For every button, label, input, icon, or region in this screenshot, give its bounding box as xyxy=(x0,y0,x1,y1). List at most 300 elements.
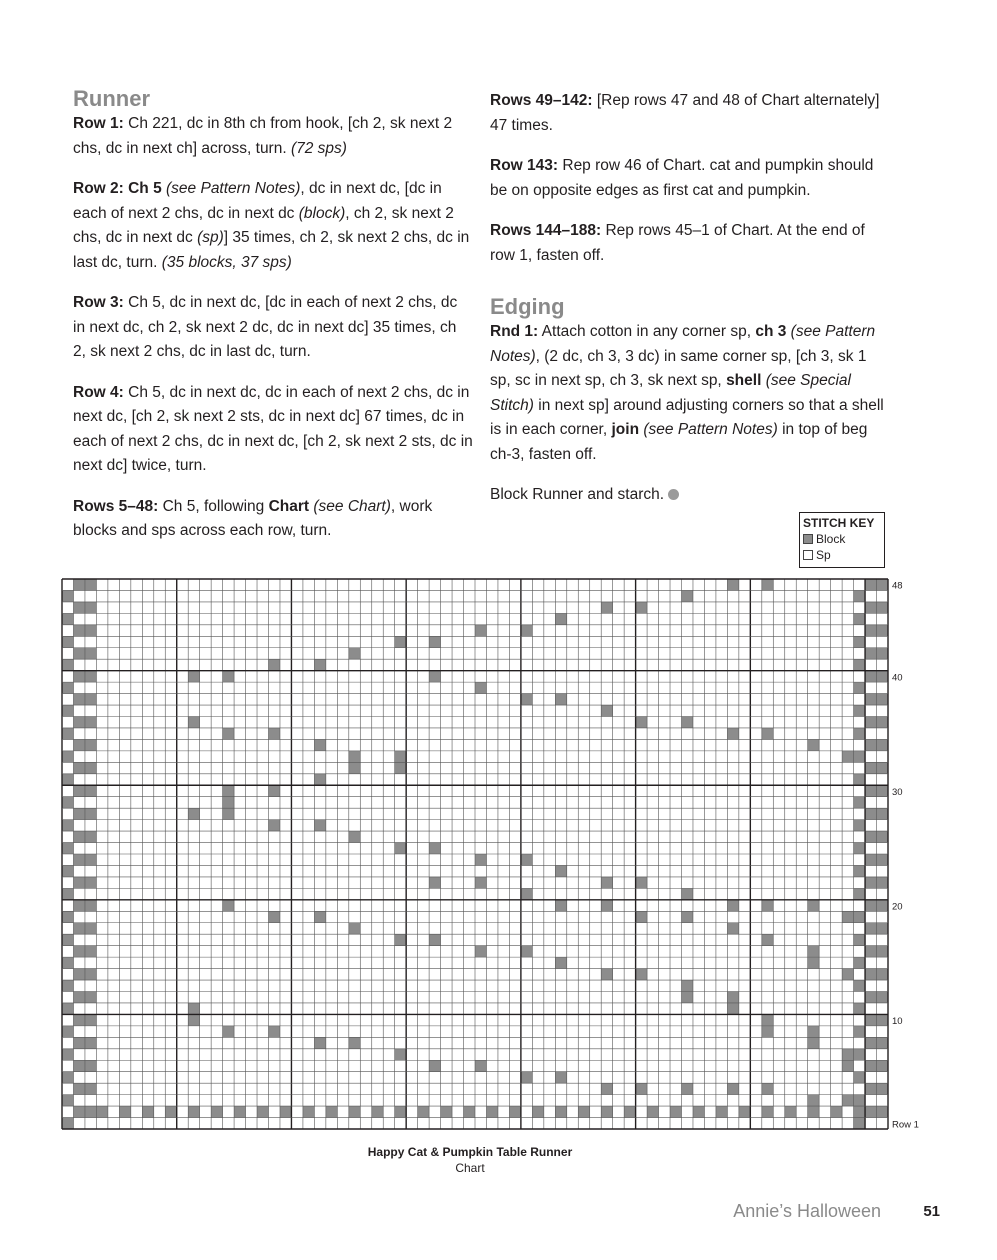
block-cell xyxy=(62,728,73,739)
block-cell xyxy=(555,1072,566,1083)
block-cell xyxy=(877,762,888,773)
block-cell xyxy=(808,1026,819,1037)
block-cell xyxy=(854,865,865,876)
block-cell xyxy=(865,694,876,705)
block-cell xyxy=(73,717,84,728)
block-cell xyxy=(73,969,84,980)
block-cell xyxy=(682,980,693,991)
text-run: Rows 5–48: xyxy=(73,497,159,515)
block-cell xyxy=(85,785,96,796)
text-run: Row 4: xyxy=(73,383,124,401)
block-cell xyxy=(877,1037,888,1048)
block-cell xyxy=(85,969,96,980)
block-cell xyxy=(62,636,73,647)
block-cell xyxy=(682,888,693,899)
block-cell xyxy=(865,671,876,682)
block-cell xyxy=(877,785,888,796)
text-run: , dc in next dc, [dc in each of next 2 chs, dc in next dc xyxy=(73,180,442,222)
block-cell xyxy=(85,808,96,819)
block-cell xyxy=(854,705,865,716)
block-cell xyxy=(62,613,73,624)
block-cell xyxy=(877,579,888,590)
block-cell xyxy=(854,1049,865,1060)
block-cell xyxy=(601,969,612,980)
block-cell xyxy=(854,1072,865,1083)
block-cell xyxy=(62,843,73,854)
block-cell xyxy=(73,602,84,613)
block-cell xyxy=(601,1106,612,1117)
block-cell xyxy=(395,843,406,854)
block-cell xyxy=(555,957,566,968)
block-cell xyxy=(395,934,406,945)
block-cell xyxy=(464,1106,475,1117)
block-cell xyxy=(188,717,199,728)
text-run: (see Special Stitch) xyxy=(490,372,851,414)
block-cell xyxy=(349,831,360,842)
block-cell xyxy=(854,980,865,991)
block-cell xyxy=(682,992,693,1003)
block-cell xyxy=(865,579,876,590)
row-label: 10 xyxy=(892,1016,903,1028)
text-run: Row 1: xyxy=(73,115,124,132)
block-cell xyxy=(85,992,96,1003)
block-cell xyxy=(62,705,73,716)
block-cell xyxy=(85,854,96,865)
block-cell xyxy=(854,1095,865,1106)
chart-subtitle: Chart xyxy=(455,1161,485,1175)
block-cell xyxy=(727,923,738,934)
block-cell xyxy=(521,854,532,865)
block-cell xyxy=(73,625,84,636)
block-cell xyxy=(96,1106,107,1117)
block-cell xyxy=(877,969,888,980)
block-cell xyxy=(62,659,73,670)
block-cell xyxy=(762,1083,773,1094)
block-cell xyxy=(429,934,440,945)
block-cell xyxy=(877,1060,888,1071)
block-cell xyxy=(762,1106,773,1117)
block-cell xyxy=(636,717,647,728)
block-cell xyxy=(85,648,96,659)
text-run: (see Pattern Notes) xyxy=(490,323,876,365)
text-run: in next sp] around adjusting corners so that a shell is in each corner, xyxy=(490,396,884,438)
block-cell xyxy=(877,808,888,819)
block-cell xyxy=(865,923,876,934)
block-cell xyxy=(808,1037,819,1048)
block-cell xyxy=(429,671,440,682)
block-cell xyxy=(808,957,819,968)
block-cell xyxy=(85,579,96,590)
block-cell xyxy=(624,1106,635,1117)
text-run: Ch 221, dc in 8th ch from hook, [ch 2, sk next 2 chs, dc in next ch] across, turn. xyxy=(73,115,453,157)
block-cell xyxy=(762,934,773,945)
block-cell xyxy=(188,1106,199,1117)
block-cell xyxy=(854,613,865,624)
block-cell xyxy=(211,1106,222,1117)
block-cell xyxy=(854,636,865,647)
block-cell xyxy=(73,785,84,796)
block-cell xyxy=(854,590,865,601)
block-cell xyxy=(73,1060,84,1071)
block-cell xyxy=(865,1106,876,1117)
block-cell xyxy=(808,900,819,911)
row-label: 30 xyxy=(892,786,903,798)
block-cell xyxy=(555,613,566,624)
block-cell xyxy=(62,751,73,762)
text-run: Attach cotton in any corner sp, xyxy=(538,323,756,340)
block-cell xyxy=(429,636,440,647)
block-cell xyxy=(429,843,440,854)
block-cell xyxy=(475,1060,486,1071)
block-cell xyxy=(601,705,612,716)
block-cell xyxy=(475,946,486,957)
block-cell xyxy=(395,751,406,762)
block-cell xyxy=(269,820,280,831)
block-cell xyxy=(372,1106,383,1117)
edging-heading: Edging xyxy=(490,294,565,319)
block-cell xyxy=(762,728,773,739)
text-run: [Rep rows 47 and 48 of Chart alternately] 47 times. xyxy=(490,92,880,134)
block-cell xyxy=(865,1014,876,1025)
block-cell xyxy=(188,1014,199,1025)
block-cell xyxy=(62,590,73,601)
block-cell xyxy=(555,1106,566,1117)
block-cell xyxy=(234,1106,245,1117)
block-cell xyxy=(716,1106,727,1117)
text-run: in top of beg ch-3, fasten off. xyxy=(490,421,868,463)
block-cell xyxy=(73,739,84,750)
block-cell xyxy=(223,785,234,796)
block-cell xyxy=(73,854,84,865)
block-cell xyxy=(865,854,876,865)
block-cell xyxy=(395,1049,406,1060)
block-cell xyxy=(73,946,84,957)
block-cell xyxy=(682,717,693,728)
block-cell xyxy=(441,1106,452,1117)
block-cell xyxy=(475,854,486,865)
block-cell xyxy=(314,659,325,670)
block-cell xyxy=(865,648,876,659)
block-cell xyxy=(682,911,693,922)
chart-title: Happy Cat & Pumpkin Table Runner xyxy=(367,1145,573,1159)
block-cell xyxy=(85,900,96,911)
block-cell xyxy=(521,625,532,636)
text-run: ch 3 xyxy=(755,323,787,340)
block-cell xyxy=(636,911,647,922)
block-cell xyxy=(727,1083,738,1094)
block-cell xyxy=(85,1083,96,1094)
row-label: 40 xyxy=(892,672,903,684)
text-run: Rows 144–188: xyxy=(490,222,602,239)
block-cell xyxy=(73,1106,84,1117)
block-cell xyxy=(854,957,865,968)
text-run: Rep rows 45–1 of Chart. At the end of row 1, fasten off. xyxy=(490,222,865,264)
block-cell xyxy=(475,682,486,693)
block-cell xyxy=(877,1014,888,1025)
block-cell xyxy=(854,934,865,945)
block-cell xyxy=(865,625,876,636)
block-cell xyxy=(762,1026,773,1037)
block-cell xyxy=(877,900,888,911)
block-cell xyxy=(429,877,440,888)
block-cell xyxy=(521,888,532,899)
block-cell xyxy=(865,969,876,980)
text-run: , (2 dc, ch 3, 3 dc) in same corner sp, [ch 3, sk 1 sp, sc in next sp, ch 3, sk next sp, xyxy=(490,347,867,389)
block-cell xyxy=(877,625,888,636)
block-cell xyxy=(682,1083,693,1094)
block-cell xyxy=(85,762,96,773)
block-cell xyxy=(62,865,73,876)
block-cell xyxy=(349,648,360,659)
block-cell xyxy=(188,808,199,819)
block-cell xyxy=(865,992,876,1003)
block-cell xyxy=(509,1106,520,1117)
block-cell xyxy=(257,1106,268,1117)
block-cell xyxy=(475,625,486,636)
block-cell xyxy=(808,946,819,957)
text-run: , ch 2, sk next 2 chs, dc in next dc xyxy=(73,204,454,246)
text-run: Rows 49–142: xyxy=(490,92,593,109)
block-cell xyxy=(85,671,96,682)
block-cell xyxy=(601,877,612,888)
block-cell xyxy=(475,877,486,888)
block-cell xyxy=(73,1014,84,1025)
block-cell xyxy=(85,602,96,613)
text-run: (block) xyxy=(298,204,346,222)
block-cell xyxy=(877,739,888,750)
text-run: Ch 5, dc in next dc, dc in each of next 2 chs, dc in next dc, [ch 2, sk next 2 sts, dc in next dc] 67 times, dc in each of next 2 chs, dc in next dc, [ch 2, sk next 2 sts, dc in next dc] twice, turn. xyxy=(73,383,473,474)
block-cell xyxy=(73,808,84,819)
block-cell xyxy=(854,659,865,670)
block-cell xyxy=(280,1106,291,1117)
block-cell xyxy=(636,1083,647,1094)
block-cell xyxy=(85,877,96,888)
block-cell xyxy=(555,694,566,705)
row-label: 48 xyxy=(892,580,903,592)
block-cell xyxy=(727,900,738,911)
block-cell xyxy=(636,877,647,888)
block-cell xyxy=(682,590,693,601)
block-cell xyxy=(188,1003,199,1014)
block-cell xyxy=(62,1118,73,1129)
block-cell xyxy=(865,946,876,957)
block-cell xyxy=(854,728,865,739)
block-cell xyxy=(165,1106,176,1117)
block-cell xyxy=(73,671,84,682)
block-cell xyxy=(314,1037,325,1048)
block-cell xyxy=(314,911,325,922)
row-label: Row 1 xyxy=(892,1119,919,1131)
block-cell xyxy=(85,946,96,957)
block-cell xyxy=(865,900,876,911)
text-run: ] 35 times, ch 2, sk next 2 chs, dc in last dc, turn. xyxy=(73,229,470,271)
text-run: Ch 5, following xyxy=(158,497,269,515)
block-cell xyxy=(555,900,566,911)
block-cell xyxy=(865,877,876,888)
text-run: (see Pattern Notes) xyxy=(643,421,778,438)
block-cell xyxy=(85,717,96,728)
block-cell xyxy=(269,728,280,739)
block-cell xyxy=(865,1037,876,1048)
text-run: Rep row 46 of Chart. cat and pumpkin should be on opposite edges as first cat and pumpkin. xyxy=(490,157,874,199)
block-cell xyxy=(85,831,96,842)
block-cell xyxy=(601,900,612,911)
block-cell xyxy=(842,1095,853,1106)
block-cell xyxy=(73,762,84,773)
block-cell xyxy=(727,579,738,590)
block-cell xyxy=(865,762,876,773)
block-cell xyxy=(62,1003,73,1014)
block-cell xyxy=(223,671,234,682)
block-cell xyxy=(73,579,84,590)
block-cell xyxy=(349,923,360,934)
block-cell xyxy=(62,682,73,693)
block-cell xyxy=(877,717,888,728)
block-cell xyxy=(842,751,853,762)
block-cell xyxy=(842,969,853,980)
block-cell xyxy=(223,900,234,911)
block-cell xyxy=(762,900,773,911)
block-cell xyxy=(119,1106,130,1117)
block-cell xyxy=(854,1118,865,1129)
block-cell xyxy=(62,934,73,945)
text-run: shell xyxy=(726,372,762,389)
block-cell xyxy=(532,1106,543,1117)
block-cell xyxy=(854,774,865,785)
block-cell xyxy=(62,820,73,831)
block-cell xyxy=(85,694,96,705)
block-cell xyxy=(555,865,566,876)
block-cell xyxy=(73,877,84,888)
block-cell xyxy=(636,602,647,613)
block-cell xyxy=(842,911,853,922)
block-cell xyxy=(727,728,738,739)
block-cell xyxy=(865,602,876,613)
block-cell xyxy=(877,694,888,705)
block-cell xyxy=(842,1049,853,1060)
block-cell xyxy=(808,739,819,750)
block-cell xyxy=(854,682,865,693)
block-cell xyxy=(73,648,84,659)
block-cell xyxy=(73,992,84,1003)
block-cell xyxy=(877,1106,888,1117)
block-cell xyxy=(727,992,738,1003)
block-cell xyxy=(877,946,888,957)
block-cell xyxy=(314,739,325,750)
block-cell xyxy=(842,1060,853,1071)
block-cell xyxy=(693,1106,704,1117)
block-cell xyxy=(670,1106,681,1117)
block-cell xyxy=(73,1083,84,1094)
footer-title: Annie’s Halloween xyxy=(733,1201,881,1221)
block-cell xyxy=(223,808,234,819)
block-cell xyxy=(62,911,73,922)
block-cell xyxy=(326,1106,337,1117)
block-cell xyxy=(854,1003,865,1014)
text-run: Chart xyxy=(268,497,310,515)
text-run: (sp) xyxy=(197,229,224,246)
block-cell xyxy=(62,1049,73,1060)
text-run: (see Pattern Notes) xyxy=(166,180,301,197)
block-cell xyxy=(223,797,234,808)
block-cell xyxy=(62,774,73,785)
text-run: join xyxy=(611,421,640,438)
block-cell xyxy=(223,1026,234,1037)
block-cell xyxy=(636,969,647,980)
block-cell xyxy=(739,1106,750,1117)
block-cell xyxy=(314,774,325,785)
block-cell xyxy=(85,1037,96,1048)
block-cell xyxy=(349,1037,360,1048)
block-cell xyxy=(854,1106,865,1117)
block-cell xyxy=(85,1060,96,1071)
block-cell xyxy=(62,1026,73,1037)
block-cell xyxy=(762,1014,773,1025)
block-cell xyxy=(395,1106,406,1117)
block-cell xyxy=(429,1060,440,1071)
block-cell xyxy=(762,579,773,590)
block-cell xyxy=(521,1072,532,1083)
block-label: Block xyxy=(816,532,846,546)
block-cell xyxy=(877,602,888,613)
block-cell xyxy=(854,843,865,854)
block-cell xyxy=(486,1106,497,1117)
finish-text: Block Runner and starch. xyxy=(490,486,665,503)
block-cell xyxy=(62,888,73,899)
block-cell xyxy=(349,1106,360,1117)
block-cell xyxy=(877,923,888,934)
block-cell xyxy=(865,1060,876,1071)
block-cell xyxy=(808,1106,819,1117)
text-run: Row 143: xyxy=(490,157,559,174)
block-cell xyxy=(395,636,406,647)
block-cell xyxy=(854,1026,865,1037)
block-cell xyxy=(418,1106,429,1117)
block-cell xyxy=(269,659,280,670)
text-run: , work blocks and sps across each row, turn. xyxy=(73,497,433,539)
block-cell xyxy=(854,797,865,808)
block-cell xyxy=(521,946,532,957)
page-number: 51 xyxy=(923,1203,940,1220)
block-cell xyxy=(62,1095,73,1106)
block-cell xyxy=(62,980,73,991)
runner-heading: Runner xyxy=(73,86,150,111)
block-cell xyxy=(73,831,84,842)
block-cell xyxy=(73,694,84,705)
block-cell xyxy=(73,1037,84,1048)
block-cell xyxy=(877,831,888,842)
block-cell xyxy=(865,785,876,796)
text-run: Rnd 1: xyxy=(490,323,539,340)
block-cell xyxy=(877,648,888,659)
block-cell xyxy=(62,957,73,968)
block-cell xyxy=(349,751,360,762)
row-label: 20 xyxy=(892,901,903,913)
block-cell xyxy=(85,923,96,934)
block-cell xyxy=(831,1106,842,1117)
block-cell xyxy=(854,820,865,831)
block-cell xyxy=(865,831,876,842)
block-cell xyxy=(808,1095,819,1106)
block-cell xyxy=(854,751,865,762)
block-cell xyxy=(647,1106,658,1117)
block-cell xyxy=(601,602,612,613)
block-cell xyxy=(314,820,325,831)
block-cell xyxy=(865,717,876,728)
block-cell xyxy=(877,1083,888,1094)
block-cell xyxy=(223,728,234,739)
text-run: Row 2: Ch 5 xyxy=(73,180,162,197)
